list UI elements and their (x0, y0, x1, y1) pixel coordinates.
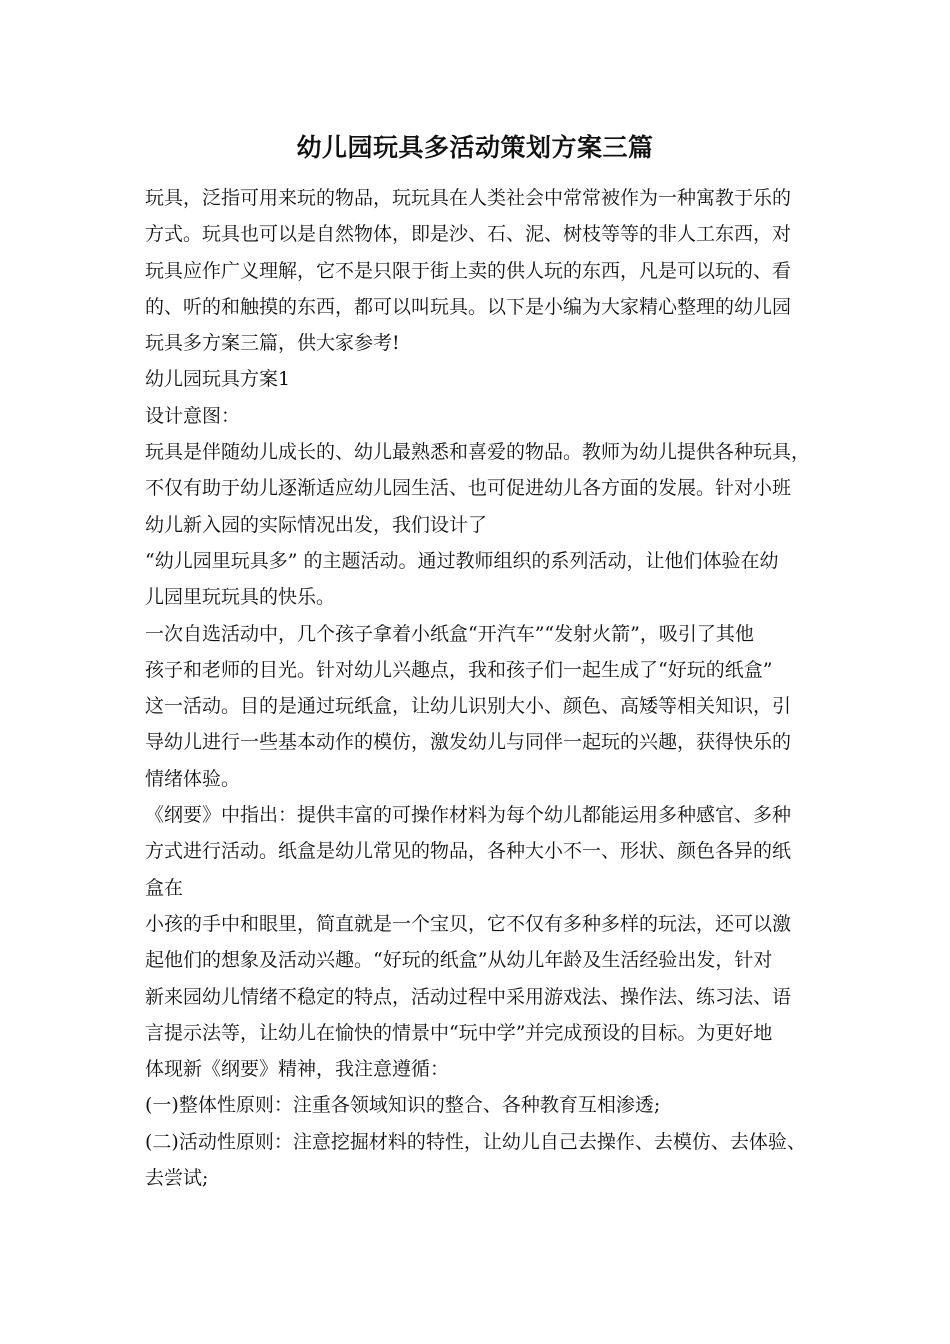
body-line: 体现新《纲要》精神，我注意遵循： (145, 1058, 450, 1081)
body-line: 《纲要》中指出：提供丰富的可操作材料为每个幼儿都能运用多种感官、多种 (145, 804, 792, 827)
body-line: 这一活动。目的是通过玩纸盒，让幼儿识别大小、颜色、高矮等相关知识，引 (145, 695, 792, 718)
body-line: 小孩的手中和眼里，简直就是一个宝贝，它不仅有多种多样的玩法，还可以激 (145, 912, 792, 935)
principle-item: (二)活动性原则：注意挖掘材料的特性，让幼儿自己去操作、去模仿、去体验、 (145, 1130, 806, 1153)
body-line: “幼儿园里玩具多” 的主题活动。通过教师组织的系列活动，让他们体验在幼 (145, 549, 779, 572)
subsection-heading: 设计意图： (145, 404, 241, 427)
document-title: 幼儿园玩具多活动策划方案三篇 (296, 133, 654, 162)
body-line: 一次自选活动中，几个孩子拿着小纸盒“开汽车”“发射火箭”，吸引了其他 (145, 622, 754, 645)
document-body (145, 180, 825, 1196)
body-line: 玩具多方案三篇，供大家参考! (145, 332, 400, 355)
body-line: 言提示法等，让幼儿在愉快的情景中“玩中学”并完成预设的目标。为更好地 (145, 1021, 773, 1044)
principle-item: (一)整体性原则：注重各领域知识的整合、各种教育互相渗透; (145, 1094, 661, 1117)
body-line: 起他们的想象及活动兴趣。“好玩的纸盒”从幼儿年龄及生活经验出发，针对 (145, 949, 773, 972)
body-line: 玩具，泛指可用来玩的物品，玩玩具在人类社会中常常被作为一种寓教于乐的 (145, 187, 792, 209)
body-line: 孩子和老师的目光。针对幼儿兴趣点，我和孩子们一起生成了“好玩的纸盒” (145, 658, 773, 681)
body-line: 儿园里玩玩具的快乐。 (145, 586, 336, 609)
body-line: 方式。玩具也可以是自然物体，即是沙、石、泥、树枝等等的非人工东西，对 (145, 223, 792, 246)
body-line: 导幼儿进行一些基本动作的模仿，激发幼儿与同伴一起玩的兴趣，获得快乐的 (145, 731, 792, 754)
body-line: 盒在 (145, 876, 184, 899)
body-line: 新来园幼儿情绪不稳定的特点，活动过程中采用游戏法、操作法、练习法、语 (145, 985, 792, 1008)
section-heading: 幼儿园玩具方案1 (145, 368, 291, 391)
body-line: 的、听的和触摸的东西，都可以叫玩具。以下是小编为大家精心整理的幼儿园 (145, 295, 792, 318)
body-line: 玩具是伴随幼儿成长的、幼儿最熟悉和喜爱的物品。教师为幼儿提供各种玩具， (145, 441, 811, 464)
body-line: 幼儿新入园的实际情况出发，我们设计了 (145, 513, 488, 536)
body-line: 不仅有助于幼儿逐渐适应幼儿园生活、也可促进幼儿各方面的发展。针对小班 (145, 477, 792, 500)
body-line: 去尝试; (145, 1167, 209, 1190)
body-line: 方式进行活动。纸盒是幼儿常见的物品，各种大小不一、形状、颜色各异的纸 (145, 840, 792, 863)
body-line: 玩具应作广义理解，它不是只限于街上卖的供人玩的东西，凡是可以玩的、看 (145, 259, 792, 282)
body-line: 情绪体验。 (145, 767, 241, 790)
